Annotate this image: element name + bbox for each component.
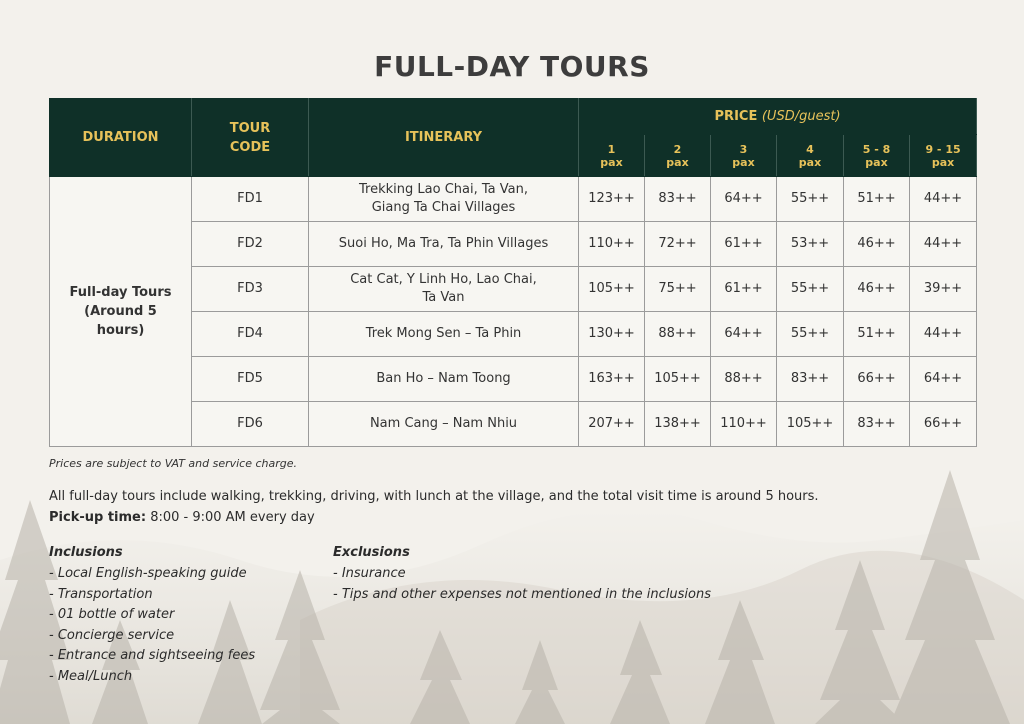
price-cell: 88++ xyxy=(711,357,777,402)
exclusions-title: Exclusions xyxy=(333,545,410,560)
price-cell: 66++ xyxy=(844,357,910,402)
tour-code: FD4 xyxy=(192,312,309,357)
list-item: - Insurance xyxy=(333,566,406,581)
price-cell: 44++ xyxy=(910,177,977,222)
price-cell: 44++ xyxy=(910,312,977,357)
price-cell: 53++ xyxy=(777,222,844,267)
header-pax-9-15: 9 - 15 pax xyxy=(910,135,977,177)
header-pax-4: 4 pax xyxy=(777,135,844,177)
price-cell: 83++ xyxy=(645,177,711,222)
list-item: - Transportation xyxy=(49,586,153,602)
list-item: - Entrance and sightseeing fees xyxy=(49,648,256,663)
price-cell: 75++ xyxy=(645,267,711,312)
price-cell: 105++ xyxy=(645,357,711,402)
list-item: - 01 bottle of water xyxy=(49,607,175,622)
pickup-time xyxy=(49,510,315,525)
inclusions-list xyxy=(49,544,255,687)
itinerary: Nam Cang – Nam Nhiu xyxy=(309,402,579,447)
header-pax-3: 3 pax xyxy=(711,135,777,177)
price-cell: 64++ xyxy=(711,312,777,357)
price-cell: 130++ xyxy=(579,312,645,357)
price-cell: 83++ xyxy=(777,357,844,402)
pickup-value: 8:00 - 9:00 AM every day xyxy=(146,510,315,525)
list-item: - Concierge service xyxy=(49,627,175,643)
price-cell: 138++ xyxy=(645,402,711,447)
table-row xyxy=(50,177,977,222)
exclusions-list xyxy=(333,544,711,605)
price-cell: 61++ xyxy=(711,222,777,267)
tour-description: All full-day tours include walking, trekking, driving, with lunch at the village, and the total visit time is around 5 hours. xyxy=(49,489,819,504)
price-cell: 105++ xyxy=(777,402,844,447)
price-cell: 46++ xyxy=(844,222,910,267)
price-note: Prices are subject to VAT and service charge. xyxy=(49,457,298,470)
price-cell: 44++ xyxy=(910,222,977,267)
header-itinerary: ITINERARY xyxy=(309,99,579,177)
price-cell: 207++ xyxy=(579,402,645,447)
list-item: - Tips and other expenses not mentioned in the inclusions xyxy=(333,586,712,602)
price-cell: 51++ xyxy=(844,312,910,357)
tours-price-table xyxy=(49,98,977,447)
itinerary: Cat Cat, Y Linh Ho, Lao Chai, Ta Van xyxy=(309,267,579,312)
header-tour-code: TOUR CODE xyxy=(192,99,309,177)
price-cell: 123++ xyxy=(579,177,645,222)
tour-code: FD1 xyxy=(192,177,309,222)
inclusions-title: Inclusions xyxy=(49,545,123,560)
list-item: - Local English-speaking guide xyxy=(49,566,247,581)
price-cell: 110++ xyxy=(579,222,645,267)
price-cell: 46++ xyxy=(844,267,910,312)
price-cell: 55++ xyxy=(777,312,844,357)
price-cell: 39++ xyxy=(910,267,977,312)
itinerary: Ban Ho – Nam Toong xyxy=(309,357,579,402)
tour-code: FD3 xyxy=(192,267,309,312)
price-cell: 61++ xyxy=(711,267,777,312)
price-cell: 55++ xyxy=(777,267,844,312)
itinerary: Trek Mong Sen – Ta Phin xyxy=(309,312,579,357)
price-cell: 55++ xyxy=(777,177,844,222)
price-unit: (USD/guest) xyxy=(761,109,841,124)
itinerary: Suoi Ho, Ma Tra, Ta Phin Villages xyxy=(309,222,579,267)
price-cell: 83++ xyxy=(844,402,910,447)
page-title: FULL-DAY TOURS xyxy=(374,50,650,83)
tour-code: FD2 xyxy=(192,222,309,267)
price-cell: 105++ xyxy=(579,267,645,312)
header-duration: DURATION xyxy=(50,99,192,177)
itinerary: Trekking Lao Chai, Ta Van, Giang Ta Chai Villages xyxy=(309,177,579,222)
tour-code: FD6 xyxy=(192,402,309,447)
pickup-label: Pick-up time: xyxy=(49,510,147,525)
price-cell: 163++ xyxy=(579,357,645,402)
header-pax-5-8: 5 - 8 pax xyxy=(844,135,910,177)
duration-cell: Full-day Tours (Around 5 hours) xyxy=(50,177,192,447)
price-cell: 51++ xyxy=(844,177,910,222)
price-cell: 64++ xyxy=(711,177,777,222)
price-cell: 66++ xyxy=(910,402,977,447)
header-pax-1: 1 pax xyxy=(579,135,645,177)
price-cell: 64++ xyxy=(910,357,977,402)
price-cell: 110++ xyxy=(711,402,777,447)
list-item: - Meal/Lunch xyxy=(49,668,133,684)
header-pax-2: 2 pax xyxy=(645,135,711,177)
price-cell: 72++ xyxy=(645,222,711,267)
tour-code: FD5 xyxy=(192,357,309,402)
price-cell: 88++ xyxy=(645,312,711,357)
header-price: PRICE (USD/guest) xyxy=(579,99,977,135)
